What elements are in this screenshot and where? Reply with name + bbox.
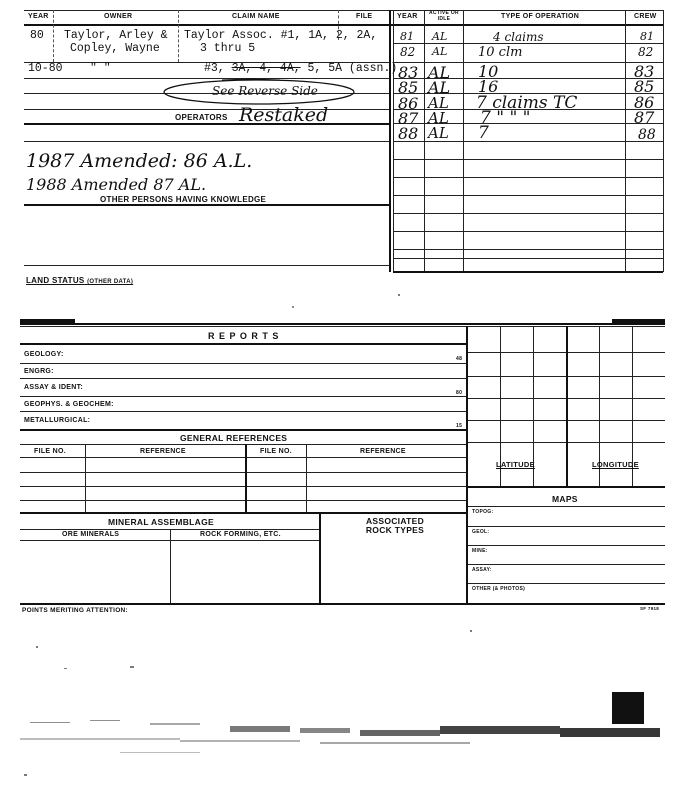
activity-year: 86 <box>398 94 419 113</box>
operators-label: OPERATORS <box>175 113 228 122</box>
owner-name: Taylor, Arley & <box>64 29 168 42</box>
activity-status: AL <box>428 78 451 97</box>
col-active-idle-header: ACTIVE OR IDLE <box>429 10 459 22</box>
activity-status: AL <box>428 109 449 127</box>
operators-value: Restaked <box>239 104 329 126</box>
owner-name: " " <box>90 62 111 75</box>
amended-note: 1988 Amended 87 AL. <box>26 175 207 194</box>
claim-name: #3, 3A, 4, 4A, 5, 5A (assn.) <box>204 62 398 75</box>
activity-crew: 83 <box>634 62 655 81</box>
col-rock-forming: ROCK FORMING, ETC. <box>200 531 281 538</box>
activity-year: 82 <box>400 45 416 59</box>
see-reverse-note: See Reverse Side <box>212 84 318 98</box>
report-num: 48 <box>456 356 463 362</box>
activity-operation: 4 claims <box>493 30 544 44</box>
activity-year: 88 <box>398 124 419 143</box>
activity-crew: 81 <box>640 30 654 43</box>
activity-status: AL <box>432 45 448 58</box>
associated-rock-types-title: ASSOCIATED ROCK TYPES <box>365 516 425 535</box>
mineral-assemblage-title: MINERAL ASSEMBLAGE <box>108 517 214 527</box>
report-label-geophys: GEOPHYS. & GEOCHEM: <box>24 401 114 408</box>
map-row-other: OTHER (& PHOTOS) <box>472 586 526 592</box>
col-claim-name-header: CLAIM NAME <box>232 13 280 20</box>
col-crew-header: CREW <box>634 13 657 20</box>
owner-year: 10-80 <box>28 62 63 75</box>
map-row-geol: GEOL: <box>472 529 490 535</box>
col-year-header: YEAR <box>28 13 49 20</box>
amended-note: 1987 Amended: 86 A.L. <box>26 150 253 172</box>
col-file-header: FILE <box>356 13 373 20</box>
activity-year: 87 <box>398 109 419 128</box>
longitude-label: LONGITUDE <box>592 460 639 469</box>
activity-operation: 10 clm <box>478 45 523 60</box>
report-label-metallurgical: METALLURGICAL: <box>24 417 91 424</box>
activity-status: AL <box>428 94 449 112</box>
activity-year: 83 <box>398 63 419 82</box>
col-owner-header: OWNER <box>104 13 133 20</box>
activity-operation: 16 <box>478 77 499 96</box>
activity-operation: 7 " " " <box>480 108 531 128</box>
activity-status: AL <box>428 124 449 142</box>
activity-operation: 7 <box>478 123 489 143</box>
map-row-mine: MINE: <box>472 548 488 554</box>
col-year2-header: YEAR <box>397 13 418 20</box>
activity-crew: 87 <box>634 108 655 127</box>
map-row-assay: ASSAY: <box>472 567 492 573</box>
owner-name: Copley, Wayne <box>70 42 160 55</box>
col-reference: REFERENCE <box>140 448 186 455</box>
other-persons-label: OTHER PERSONS HAVING KNOWLEDGE <box>100 195 267 204</box>
report-label-engineering: ENGRG: <box>24 368 54 375</box>
activity-status: AL <box>432 30 448 43</box>
activity-crew: 82 <box>638 45 654 59</box>
map-row-topog: TOPOG: <box>472 509 494 515</box>
col-file-no: FILE NO. <box>34 448 66 455</box>
report-num: 80 <box>456 390 463 396</box>
form-code: SF 7918 <box>640 606 660 611</box>
claim-name: Taylor Assoc. #1, 1A, 2, 2A, <box>184 29 378 42</box>
points-meriting-attention-label: POINTS MERITING ATTENTION: <box>22 607 129 614</box>
claim-name: 3 thru 5 <box>200 42 256 55</box>
general-references-title: GENERAL REFERENCES <box>180 433 288 443</box>
activity-crew: 86 <box>634 93 655 112</box>
report-num: 15 <box>456 423 463 429</box>
activity-operation: 10 <box>478 62 499 81</box>
col-reference2: REFERENCE <box>360 448 406 455</box>
activity-year: 85 <box>398 78 419 97</box>
activity-status: AL <box>428 63 451 82</box>
report-label-assay: ASSAY & IDENT: <box>24 384 84 391</box>
land-status-label: LAND STATUS (OTHER DATA) <box>26 276 134 285</box>
col-ore-minerals: ORE MINERALS <box>62 531 120 538</box>
latitude-label: LATITUDE <box>496 460 535 469</box>
report-label-geology: GEOLOGY: <box>24 351 64 358</box>
activity-crew: 88 <box>638 127 656 143</box>
col-file-no2: FILE NO. <box>260 448 292 455</box>
maps-title: MAPS <box>552 494 578 504</box>
reports-title: R E P O R T S <box>208 331 280 341</box>
col-type-operation-header: TYPE OF OPERATION <box>501 13 580 20</box>
activity-operation: 7 claims TC <box>476 93 578 113</box>
activity-year: 81 <box>400 30 414 43</box>
owner-year: 80 <box>30 29 44 42</box>
activity-crew: 85 <box>634 77 655 96</box>
